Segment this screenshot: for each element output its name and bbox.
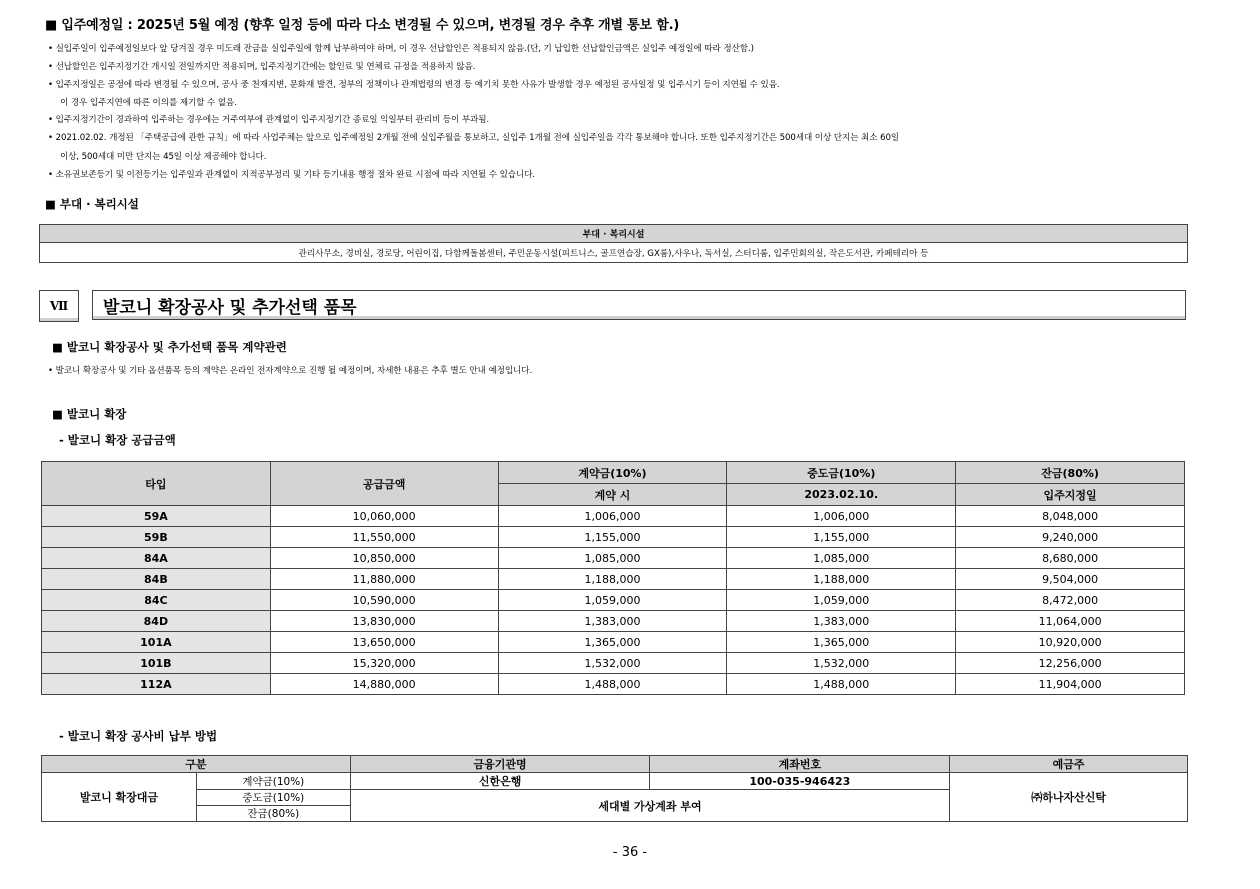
price-header-middle-when: 2023.02.10. — [727, 484, 956, 506]
contract-heading: ■ 발코니 확장공사 및 추가선택 품목 계약관련 — [52, 340, 287, 354]
pay-header-holder: 예금주 — [950, 756, 1188, 773]
price-cell-middle: 1,085,000 — [727, 548, 956, 569]
price-cell-amount: 11,550,000 — [270, 527, 498, 548]
price-header-deposit: 계약금(10%) — [498, 462, 727, 484]
price-cell-amount: 15,320,000 — [270, 653, 498, 674]
balcony-payment-subheading: - 발코니 확장 공사비 납부 방법 — [59, 729, 218, 743]
balcony-heading: ■ 발코니 확장 — [52, 407, 127, 421]
price-cell-middle: 1,059,000 — [727, 590, 956, 611]
price-cell-type: 59B — [42, 527, 271, 548]
move-in-heading: ■ 입주예정일 : 2025년 5월 예정 (향후 일정 등에 따라 다소 변경될 수 있으며, 변경될 경우 추후 개별 통보 함.) — [45, 18, 680, 33]
facilities-heading: ■ 부대 · 복리시설 — [45, 197, 139, 211]
pay-sub-middle: 중도금(10%) — [196, 790, 350, 806]
price-header-deposit-when: 계약 시 — [498, 484, 727, 506]
pay-sub-balance: 잔금(80%) — [196, 806, 350, 822]
price-cell-type: 84D — [42, 611, 271, 632]
chapter-title: 발코니 확장공사 및 추가선택 품목 — [92, 290, 1186, 320]
price-cell-balance: 9,240,000 — [956, 527, 1185, 548]
price-cell-deposit: 1,085,000 — [498, 548, 727, 569]
pay-header-account: 계좌번호 — [650, 756, 950, 773]
price-header-type: 타입 — [42, 462, 271, 506]
price-cell-type: 101B — [42, 653, 271, 674]
price-header-amount: 공급금액 — [270, 462, 498, 506]
pay-account: 100-035-946423 — [650, 773, 950, 790]
pay-bank: 신한은행 — [350, 773, 650, 790]
facilities-table-header: 부대 · 복리시설 — [40, 225, 1188, 243]
price-header-balance-when: 입주지정일 — [956, 484, 1185, 506]
price-cell-balance: 11,064,000 — [956, 611, 1185, 632]
price-cell-balance: 9,504,000 — [956, 569, 1185, 590]
price-cell-middle: 1,488,000 — [727, 674, 956, 695]
page-number: - 36 - — [612, 845, 648, 860]
table-row — [42, 569, 1185, 590]
chapter-number: Ⅶ — [39, 290, 79, 322]
table-row — [42, 527, 1185, 548]
price-cell-deposit: 1,155,000 — [498, 527, 727, 548]
price-cell-middle: 1,006,000 — [727, 506, 956, 527]
price-cell-middle: 1,365,000 — [727, 632, 956, 653]
pay-holder: ㈜하나자산신탁 — [950, 773, 1188, 822]
facilities-table — [39, 224, 1188, 263]
price-cell-middle: 1,383,000 — [727, 611, 956, 632]
price-header-balance: 잔금(80%) — [956, 462, 1185, 484]
price-cell-deposit: 1,188,000 — [498, 569, 727, 590]
move-in-bullet-continued: 이상, 500세대 미만 단지는 45일 이상 제공해야 합니다. — [60, 152, 267, 162]
table-row — [42, 653, 1185, 674]
price-cell-deposit: 1,059,000 — [498, 590, 727, 611]
table-row — [42, 506, 1185, 527]
price-cell-middle: 1,155,000 — [727, 527, 956, 548]
price-cell-deposit: 1,006,000 — [498, 506, 727, 527]
pay-virtual-account: 세대별 가상계좌 부여 — [350, 790, 949, 822]
move-in-bullet: • 2021.02.02. 개정된 「주택공급에 관한 규칙」에 따라 사업주체는 앞으로 입주예정일 2개월 전에 실입주월을 통보하고, 실입주 1개월 전에 실입주일을 각각 통보해야 합니다. 또한 입주지정기간은 500세대 이상 단지는 최소 60일 — [48, 133, 900, 143]
price-cell-type: 84C — [42, 590, 271, 611]
price-cell-middle: 1,188,000 — [727, 569, 956, 590]
balcony-payment-table — [41, 755, 1188, 822]
price-cell-balance: 10,920,000 — [956, 632, 1185, 653]
facilities-table-value: 관리사무소, 경비실, 경로당, 어린이집, 다함께돌봄센터, 주민운동시설(피트니스, 골프연습장, GX룸),사우나, 독서실, 스터디룸, 입주민회의실, 작은도서관, 카페테리아 등 — [40, 243, 1188, 263]
pay-header-category: 구분 — [42, 756, 351, 773]
price-cell-amount: 14,880,000 — [270, 674, 498, 695]
move-in-bullet: • 입주지정기간이 경과하여 입주하는 경우에는 거주여부에 관계없이 입주지정기간 종료일 익일부터 관리비 등이 부과됨. — [48, 115, 490, 125]
price-cell-type: 84B — [42, 569, 271, 590]
price-header-middle: 중도금(10%) — [727, 462, 956, 484]
price-cell-balance: 8,680,000 — [956, 548, 1185, 569]
move-in-bullet: • 입주지정일은 공정에 따라 변경될 수 있으며, 공사 중 천재지변, 문화재 발견, 정부의 정책이나 관계법령의 변경 등 예기치 못한 사유가 발생할 경우 예정된 공사일정 및 입주시기 등이 지연될 수 있음. — [48, 80, 780, 90]
price-cell-amount: 10,850,000 — [270, 548, 498, 569]
move-in-bullet: • 소유권보존등기 및 이전등기는 입주일과 관계없이 지적공부정리 및 기타 등기내용 행정 절차 완료 시점에 따라 지연될 수 있습니다. — [48, 170, 536, 180]
pay-category: 발코니 확장대금 — [42, 773, 197, 822]
pay-sub-deposit: 계약금(10%) — [196, 773, 350, 790]
price-cell-amount: 11,880,000 — [270, 569, 498, 590]
price-cell-deposit: 1,383,000 — [498, 611, 727, 632]
contract-bullet: • 발코니 확장공사 및 기타 옵션품목 등의 계약은 온라인 전자계약으로 진행 될 예정이며, 자세한 내용은 추후 별도 안내 예정입니다. — [48, 366, 533, 376]
move-in-bullet-continued: 이 경우 입주지연에 따른 이의를 제기할 수 없음. — [60, 98, 237, 108]
price-cell-amount: 10,590,000 — [270, 590, 498, 611]
price-cell-balance: 8,472,000 — [956, 590, 1185, 611]
price-cell-middle: 1,532,000 — [727, 653, 956, 674]
balcony-price-subheading: - 발코니 확장 공급금액 — [59, 433, 176, 447]
table-row — [42, 611, 1185, 632]
table-row — [42, 674, 1185, 695]
price-cell-deposit: 1,532,000 — [498, 653, 727, 674]
price-cell-balance: 11,904,000 — [956, 674, 1185, 695]
table-row — [42, 590, 1185, 611]
price-cell-type: 101A — [42, 632, 271, 653]
price-cell-deposit: 1,365,000 — [498, 632, 727, 653]
price-cell-balance: 8,048,000 — [956, 506, 1185, 527]
pay-header-bank: 금융기관명 — [350, 756, 650, 773]
price-cell-balance: 12,256,000 — [956, 653, 1185, 674]
price-cell-type: 59A — [42, 506, 271, 527]
move-in-bullet: • 실입주일이 입주예정일보다 앞 당겨질 경우 미도래 잔금을 실입주일에 함께 납부하여야 하며, 이 경우 선납할인은 적용되지 않음.(단, 기 납입한 선납할인금액은 실입주 예정일에 따라 정산함.) — [48, 44, 754, 54]
price-cell-type: 112A — [42, 674, 271, 695]
price-cell-amount: 13,650,000 — [270, 632, 498, 653]
price-cell-amount: 10,060,000 — [270, 506, 498, 527]
move-in-bullet: • 선납할인은 입주지정기간 개시일 전일까지만 적용되며, 입주지정기간에는 할인료 및 연체료 규정을 적용하지 않음. — [48, 62, 476, 72]
price-cell-type: 84A — [42, 548, 271, 569]
price-cell-deposit: 1,488,000 — [498, 674, 727, 695]
table-row — [42, 548, 1185, 569]
price-cell-amount: 13,830,000 — [270, 611, 498, 632]
table-row — [42, 632, 1185, 653]
balcony-price-table — [41, 461, 1185, 695]
